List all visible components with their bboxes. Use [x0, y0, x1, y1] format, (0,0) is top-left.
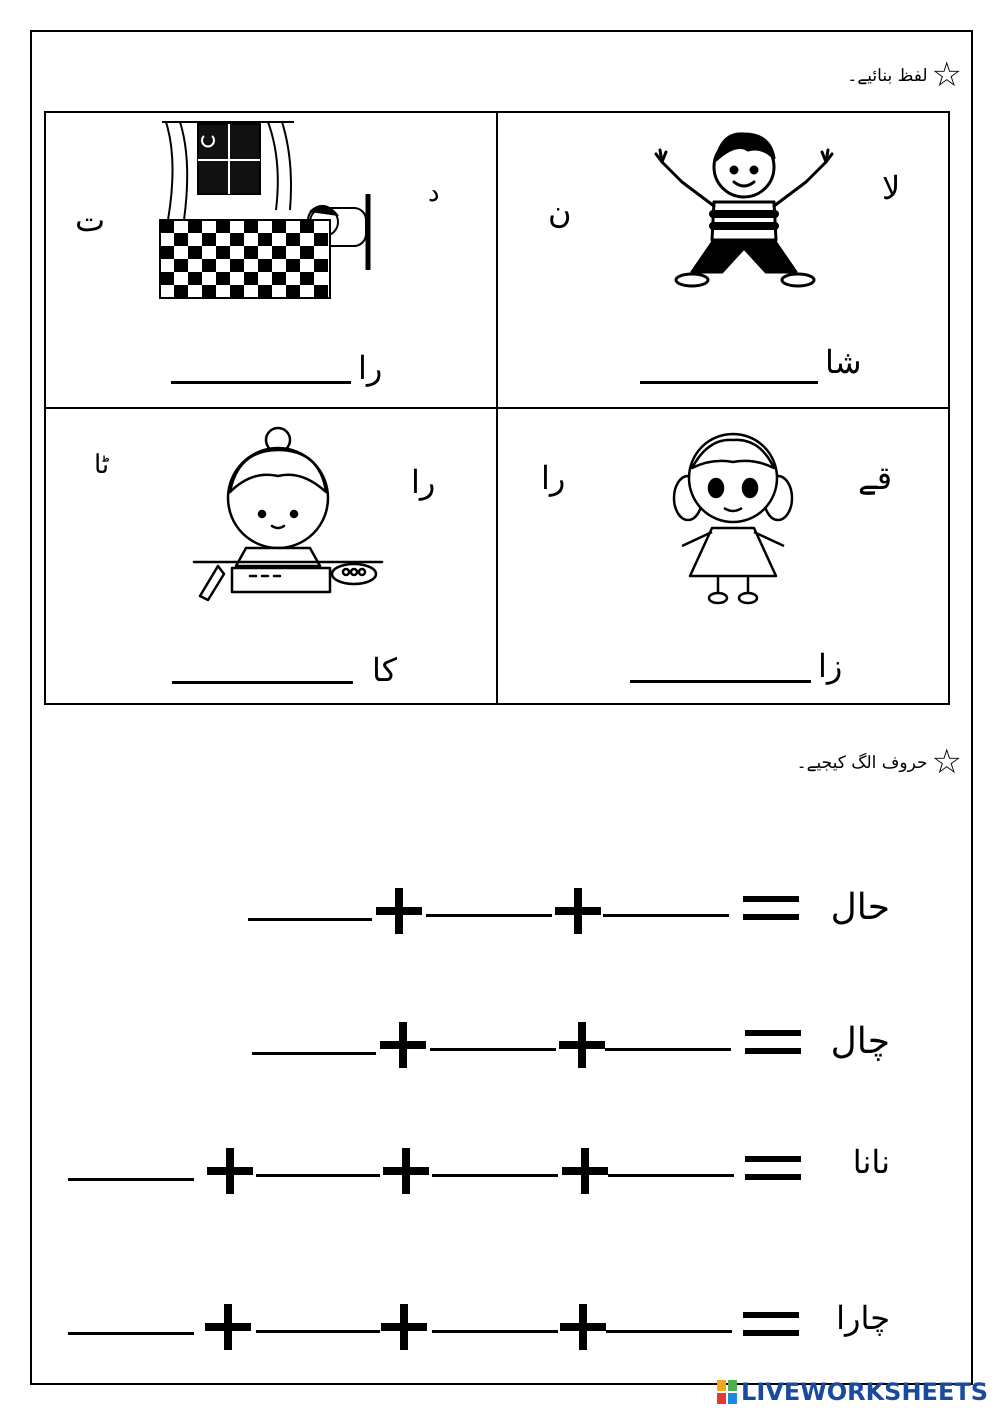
- answer-blank[interactable]: [248, 918, 372, 921]
- answer-blank[interactable]: [171, 381, 351, 384]
- letter-tile[interactable]: را: [411, 463, 436, 501]
- answer-blank[interactable]: [426, 914, 552, 917]
- plus-sign: [207, 1148, 253, 1194]
- letter-tile[interactable]: لا: [882, 169, 901, 207]
- boy-jumping-illustration: [652, 122, 838, 292]
- answer-blank[interactable]: [256, 1330, 380, 1333]
- plus-sign: [560, 1304, 606, 1350]
- plus-sign: [562, 1148, 608, 1194]
- plus-sign: [383, 1148, 429, 1194]
- answer-blank[interactable]: [605, 1048, 731, 1051]
- section2-heading: [796, 742, 962, 782]
- letter-tile[interactable]: قے: [858, 459, 893, 497]
- answer-blank[interactable]: [68, 1178, 194, 1181]
- section2-instruction: حروف الگ کیجیے۔: [796, 752, 928, 773]
- star-icon: ☆: [931, 742, 962, 782]
- word-stem: شا: [825, 343, 862, 381]
- grid-divider-horizontal: [44, 407, 950, 409]
- word-stem: زا: [818, 647, 843, 685]
- word-stem: کا: [372, 651, 397, 689]
- section1-instruction: لفظ بنائیے۔: [847, 65, 928, 86]
- answer-blank[interactable]: [432, 1330, 558, 1333]
- answer-blank[interactable]: [432, 1174, 558, 1177]
- answer-blank[interactable]: [630, 680, 811, 683]
- answer-blank[interactable]: [606, 1330, 732, 1333]
- letter-tile[interactable]: ن: [548, 193, 572, 231]
- answer-blank[interactable]: [68, 1332, 194, 1335]
- answer-blank[interactable]: [640, 381, 818, 384]
- plus-sign: [559, 1022, 605, 1068]
- word-stem: را: [358, 349, 383, 387]
- row-word: حال: [830, 887, 890, 928]
- plus-sign: [205, 1304, 251, 1350]
- brand-name: LIVEWORKSHEETS: [741, 1378, 988, 1406]
- answer-blank[interactable]: [252, 1052, 376, 1055]
- plus-sign: [381, 1304, 427, 1350]
- girl-sleeping-in-bed-illustration: [158, 120, 386, 302]
- star-icon: ☆: [931, 55, 962, 95]
- brand-logo[interactable]: [717, 1378, 988, 1406]
- row-word: نانا: [852, 1143, 890, 1181]
- answer-blank[interactable]: [172, 681, 353, 684]
- letter-tile[interactable]: ٹا: [94, 450, 110, 480]
- row-word: چال: [830, 1021, 890, 1062]
- answer-blank[interactable]: [603, 914, 729, 917]
- plus-sign: [555, 888, 601, 934]
- girl-chopping-carrots-illustration: [190, 426, 386, 602]
- letter-tile[interactable]: را: [541, 459, 566, 497]
- girl-doll-illustration: [668, 428, 798, 606]
- answer-blank[interactable]: [430, 1048, 556, 1051]
- section1-heading: [847, 55, 962, 95]
- letter-tile[interactable]: د: [428, 178, 440, 208]
- answer-blank[interactable]: [608, 1174, 734, 1177]
- brand-logo-icon: [717, 1380, 737, 1404]
- plus-sign: [380, 1022, 426, 1068]
- letter-tile[interactable]: ت: [75, 201, 106, 239]
- row-word: چارا: [836, 1299, 890, 1337]
- plus-sign: [376, 888, 422, 934]
- answer-blank[interactable]: [256, 1174, 380, 1177]
